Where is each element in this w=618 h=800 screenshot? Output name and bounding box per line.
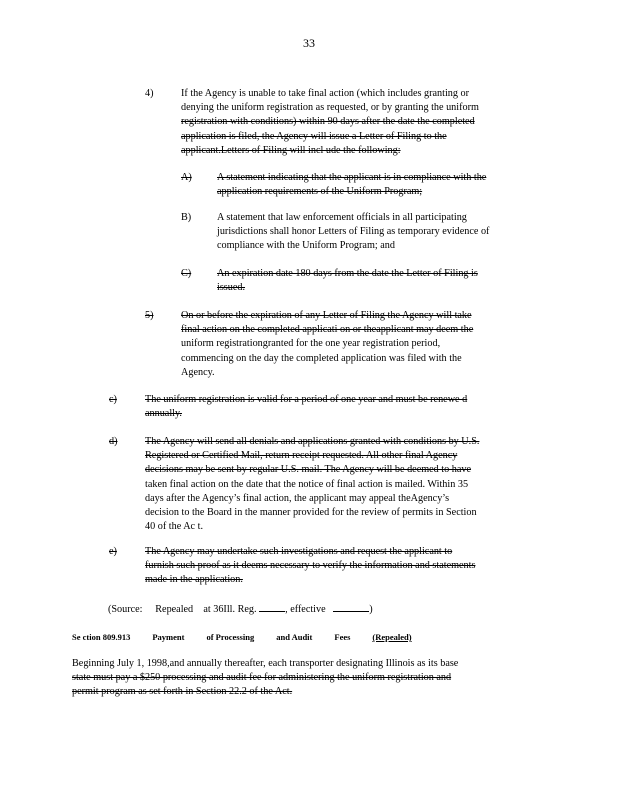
source-close: ) <box>369 604 373 615</box>
section-word: and Audit <box>276 632 313 642</box>
sub-c-label: C) <box>181 268 192 279</box>
text-line: A statement that law enforcement officials in all participating <box>217 212 467 223</box>
item-c-text <box>145 393 526 421</box>
section-number: Se ction 809.913 <box>72 632 131 642</box>
struck-line: application is filed, the Agency will issue a Letter of Filing to the <box>181 130 447 142</box>
source-note <box>108 601 373 617</box>
final-paragraph <box>72 657 528 700</box>
struck-line: The uniform registration is valid for a period of one year and must be renewe d <box>145 394 468 405</box>
item-4-label: 4) <box>145 88 154 99</box>
text-line: uniform registrationgranted for the one year registration period, <box>181 338 441 350</box>
item-c-label: c) <box>109 394 117 405</box>
struck-line: final action on the completed applicati on or theapplicant may deem the <box>181 324 474 336</box>
text-line: 40 of the Ac t. <box>145 521 204 533</box>
sub-c-text <box>217 267 527 295</box>
source-effective: , effective <box>285 604 326 615</box>
sub-a-label: A) <box>181 172 192 183</box>
struck-line: A statement indicating that the applicant is in compliance with the <box>217 172 487 183</box>
item-d-label: d) <box>109 436 118 447</box>
register-blank <box>259 601 285 612</box>
struck-line: registration with conditions) within 90 days after the date the completed <box>181 116 475 128</box>
text-line: Agency. <box>181 366 215 378</box>
item-4-text <box>181 87 530 158</box>
item-5-text <box>181 309 525 380</box>
text-line: days after the Agency’s final action, the applicant may appeal theAgency’s <box>145 492 450 504</box>
struck-line: furnish such proof as it deems necessary to verify the information and statements <box>145 560 476 572</box>
struck-line: The Agency may undertake such investigations and request the applicant to <box>145 546 453 557</box>
section-word: Payment <box>152 632 185 642</box>
item-e-text <box>145 545 537 588</box>
text-line: commencing on the day the completed application was filed with the <box>181 352 462 364</box>
sub-b-text <box>217 211 539 254</box>
struck-line: An expiration date 180 days from the date the Letter of Filing is <box>217 268 478 279</box>
struck-line: annually. <box>145 408 182 420</box>
text-line: denying the uniform registration as requested, or by granting the uniform <box>181 102 479 114</box>
sub-a-text <box>217 171 539 199</box>
struck-line: applicant.Letters of Filing will incl ude the following: <box>181 144 401 156</box>
page-number: 33 <box>303 36 315 50</box>
struck-line: On or before the expiration of any Letter of Filing the Agency will take <box>181 310 472 321</box>
struck-line: Registered or Certified Mail, return receipt requested. All other final Agency <box>145 450 458 462</box>
source-repealed: Repealed <box>155 604 194 615</box>
struck-line: The Agency will send all denials and applications granted with conditions by U.S. <box>145 436 480 447</box>
struck-line: permit program as set forth in Section 22.2 of the Act. <box>72 686 293 698</box>
section-word: of Processing <box>206 632 255 642</box>
text-line: jurisdictions shall honor Letters of Filing as temporary evidence of <box>217 226 490 238</box>
text-line: Beginning July 1, 1998,and annually thereafter, each transporter designating Illinois as its base <box>72 658 459 669</box>
item-5-label: 5) <box>145 310 154 321</box>
source-prefix: (Source: <box>108 604 143 615</box>
struck-line: made in the application. <box>145 574 243 586</box>
text-line: decision to the Board in the manner provided for the review of permits in Section <box>145 507 477 519</box>
struck-line: application requirements of the Uniform Program; <box>217 186 423 198</box>
section-word: Fees <box>334 632 351 642</box>
source-register: at 36Ill. Reg. <box>203 604 257 615</box>
text-line: compliance with the Uniform Program; and <box>217 240 395 252</box>
sub-b-label: B) <box>181 212 192 223</box>
struck-line: state must pay a $250 processing and audit fee for administering the uniform registration and <box>72 672 452 684</box>
struck-line: decisions may be sent by regular U.S. mail. The Agency will be deemed to have <box>145 464 472 476</box>
struck-line: issued. <box>217 282 246 294</box>
item-e-label: e) <box>109 546 117 557</box>
section-repealed: (Repealed) <box>372 632 412 642</box>
section-heading <box>72 632 434 642</box>
item-d-text <box>145 435 540 534</box>
effective-blank <box>333 601 369 612</box>
text-line: taken final action on the date that the notice of final action is mailed. Within 35 <box>145 478 469 490</box>
text-line: If the Agency is unable to take final action (which includes granting or <box>181 88 469 99</box>
